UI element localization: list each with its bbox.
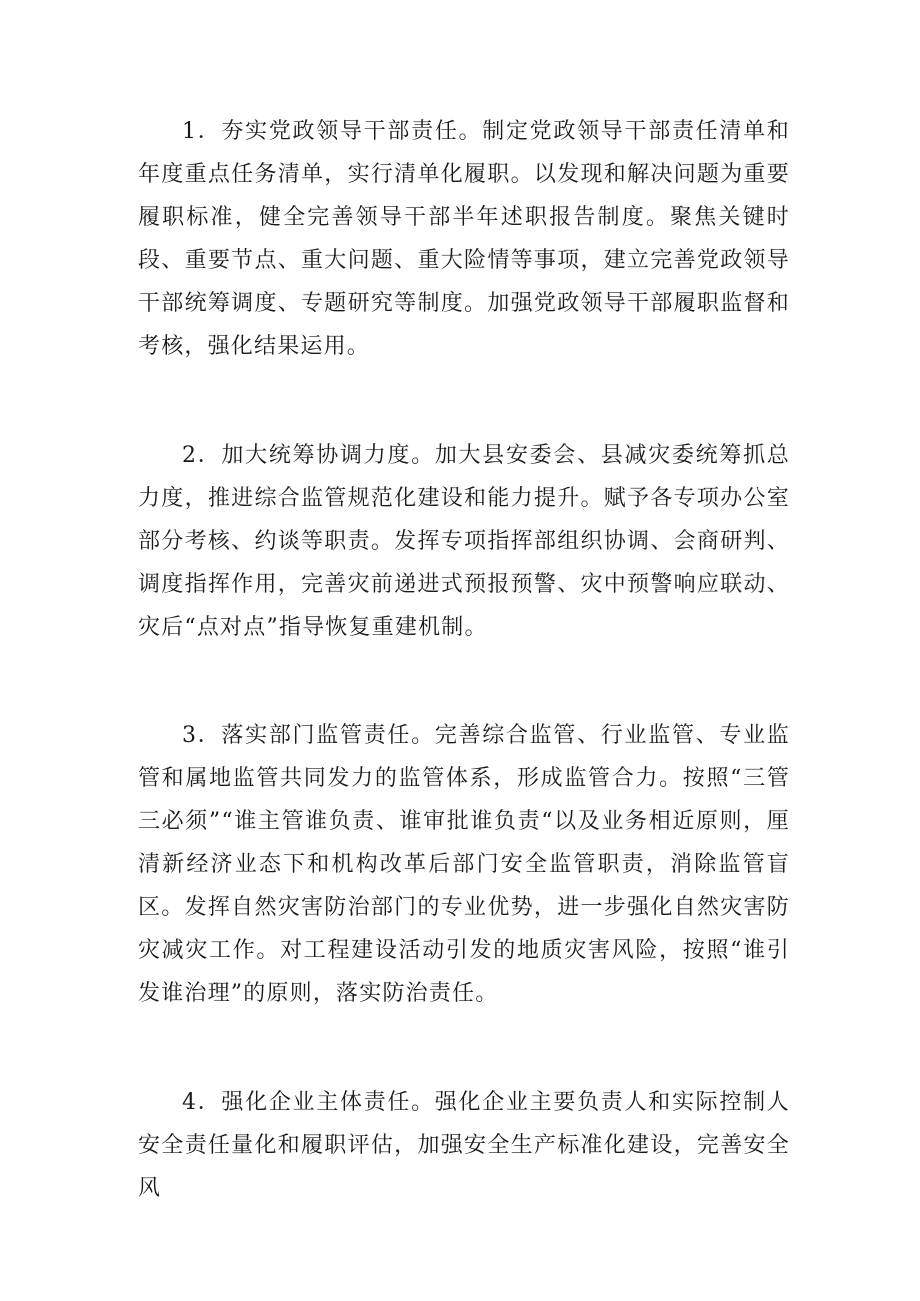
paragraph-4-enterprise-responsibility: 4．强化企业主体责任。强化企业主要负责人和实际控制人安全责任量化和履职评估，加强安全生产标准化建设，完善安全风 xyxy=(138,1090,790,1201)
paragraph-3-department-supervision: 3．落实部门监管责任。完善综合监管、行业监管、专业监管和属地监管共同发力的监管体系，形成监管合力。按照“三管三必须”“谁主管谁负责、谁审批谁负责“以及业务相近原则，厘清新经济业态下和机构改革后部门安全监管职责，消除监管盲区。发挥自然灾害防治部门的专业优势，进一步强化自然灾害防灾减灾工作。对工程建设活动引发的地质灾害风险，按照“谁引发谁治理”的原则，落实防治责任。 xyxy=(138,723,790,1006)
paragraph-2-coordination: 2．加大统筹协调力度。加大县安委会、县减灾委统筹抓总力度，推进综合监管规范化建设和能力提升。赋予各专项办公室部分考核、约谈等职责。发挥专项指挥部组织协调、会商研判、调度指挥作用，完善灾前递进式预报预警、灾中预警响应联动、灾后“点对点”指导恢复重建机制。 xyxy=(138,443,790,640)
paragraph-1-party-leadership-responsibility: 1．夯实党政领导干部责任。制定党政领导干部责任清单和年度重点任务清单，实行清单化履职。以发现和解决问题为重要履职标准，健全完善领导干部半年述职报告制度。聚焦关键时段、重要节点、重大问题、重大险情等事项，建立完善党政领导干部统筹调度、专题研究等制度。加强党政领导干部履职监督和考核，强化结果运用。 xyxy=(138,119,790,359)
